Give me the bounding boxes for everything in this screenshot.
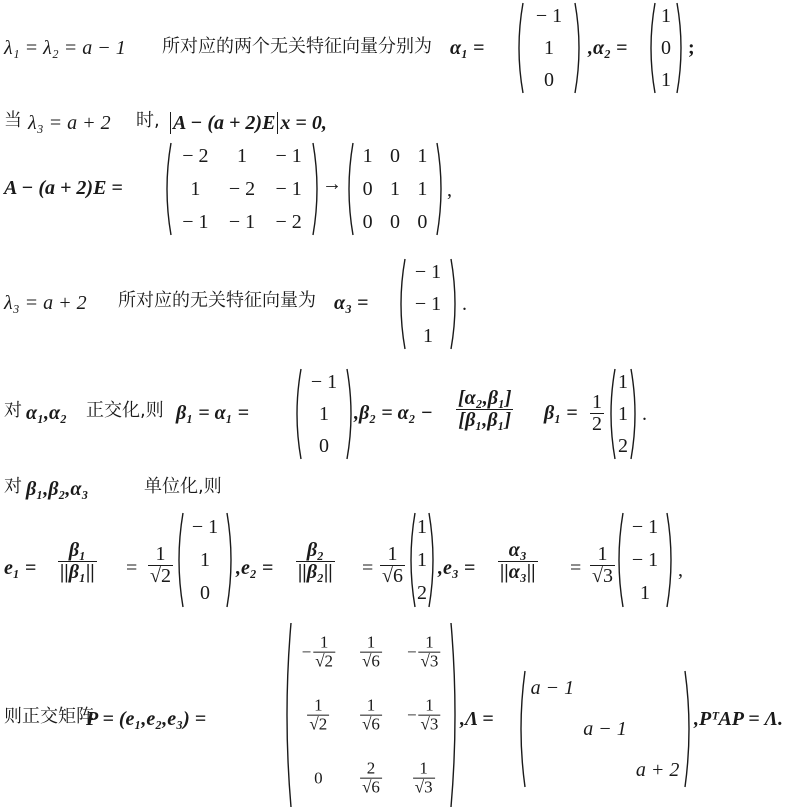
matrix-p-entry: − $\frac{1}{√3}$ xyxy=(406,632,439,671)
beta1-symbol: β₁ = xyxy=(544,402,578,424)
lambda12-expr: λ₁ = λ₂ = a − 1 xyxy=(4,37,126,59)
matrix-p-entry: − $\frac{1}{√2}$ xyxy=(301,632,334,671)
matrix-entry: 0 xyxy=(362,178,373,200)
matrix-entry: − 1 xyxy=(275,145,302,168)
left-paren xyxy=(401,259,405,349)
when-text: 当 xyxy=(4,110,22,131)
matrix-p-entry: $\frac{2}{√6}$ xyxy=(362,758,380,797)
lambda-label: ,Λ = xyxy=(460,708,494,730)
vector-entry: 1 xyxy=(417,515,427,538)
beta1-label: β₁ = α₁ = xyxy=(176,402,250,424)
left-paren xyxy=(167,143,171,235)
vector-entry: 1 xyxy=(618,371,628,393)
right-paren xyxy=(451,259,455,349)
e1-eq: = xyxy=(126,557,138,579)
left-paren xyxy=(619,513,623,607)
beta2-vector xyxy=(606,366,640,462)
matrix-entry: − 1 xyxy=(182,210,209,233)
e1-label: e₁ = xyxy=(4,557,37,579)
vector-entry: 1 xyxy=(423,325,433,347)
matrix-entry: − 1 xyxy=(228,210,256,233)
vector-entry: 0 xyxy=(544,69,554,91)
alpha3-label: α₃ = xyxy=(334,292,369,314)
vector-entry: 1 xyxy=(661,5,671,27)
alpha2-vector xyxy=(646,0,686,96)
matrix-p-entry: − $\frac{1}{√3}$ xyxy=(406,695,439,734)
matrix-p-entry: $\frac{1}{√6}$ xyxy=(362,695,380,734)
matrix-entry: 1 xyxy=(390,178,400,200)
matrix-entry: 1 xyxy=(417,145,428,168)
eigenvector-text: 所对应的两个无关特征向量分别为 xyxy=(162,36,432,57)
lambda3-lead: λ₃ = a + 2 xyxy=(4,292,87,314)
lambda3-expr: λ₃ = a + 2 xyxy=(28,112,111,134)
left-paren xyxy=(521,671,525,787)
e1-coef: $\frac{1}{√2}$ xyxy=(150,543,171,587)
lambda-diagonal-entry: a + 2 xyxy=(635,758,680,781)
matrix-a-minus xyxy=(162,140,322,238)
right-paren xyxy=(677,3,681,93)
dui-text-2: 对 xyxy=(4,476,22,497)
alpha3-vector xyxy=(396,256,460,352)
matrix-p-entry: $\frac{1}{√3}$ xyxy=(414,758,433,797)
left-paren xyxy=(651,3,655,93)
vector-entry: 2 xyxy=(618,435,628,457)
e3-fraction: $\frac{\text{α₃}}{\text{||α₃||}}$ xyxy=(500,539,536,583)
right-paren xyxy=(631,369,635,459)
line3-end: , xyxy=(447,179,452,201)
vector-entry: − 1 xyxy=(310,371,338,393)
right-paren xyxy=(437,143,441,235)
vector-entry: 1 xyxy=(618,403,628,425)
e2-vector xyxy=(406,510,438,610)
e2-eq: = xyxy=(362,557,374,579)
time-text: 时, xyxy=(136,110,160,131)
projection-fraction: $\frac{\text{[α₂,β₁]}}{\text{[β₁,β₁]}}$ xyxy=(458,387,512,431)
alpha-pair: α₁,α₂ xyxy=(26,402,68,424)
alpha2-label: ,α₂ = xyxy=(588,37,628,59)
right-paren xyxy=(347,369,351,459)
vector-entry: 1 xyxy=(417,549,427,571)
vector-entry: − 1 xyxy=(631,515,659,538)
vector-entry: 1 xyxy=(544,37,554,59)
matrix-entry: 0 xyxy=(362,210,373,233)
matrix-lhs: A − (a + 2)E = xyxy=(4,177,123,199)
e3-label: ,e₃ = xyxy=(438,557,476,579)
normalize-text: 单位化,则 xyxy=(144,476,222,497)
right-paren xyxy=(451,623,455,807)
vector-entry: − 1 xyxy=(414,293,442,315)
right-paren xyxy=(667,513,671,607)
dui-text: 对 xyxy=(4,400,22,421)
beta2-label: ,β₂ = α₂ − xyxy=(354,402,433,424)
vector-entry: 1 xyxy=(640,582,650,605)
vector-entry: 2 xyxy=(417,582,427,605)
vector-entry: − 1 xyxy=(191,515,219,538)
matrix-p-entry: 0 xyxy=(314,768,323,788)
e3-vector xyxy=(614,510,676,610)
alpha3-text: 所对应的无关特征向量为 xyxy=(118,290,316,311)
e2-fraction: $\frac{\text{β₂}}{\text{||β₂||}}$ xyxy=(298,539,333,583)
reduction-arrow: → xyxy=(322,173,342,195)
alpha1-label: α₁ = xyxy=(450,37,485,59)
e1-fraction: $\frac{\text{β₁}}{\text{||β₁||}}$ xyxy=(60,539,95,583)
matrix-entry: 1 xyxy=(417,178,428,200)
left-paren xyxy=(287,623,291,807)
matrix-entry: 0 xyxy=(390,145,400,168)
beta1-vector xyxy=(292,366,356,462)
beta-triple: β₁,β₂,α₃ xyxy=(26,478,89,500)
matrix-entry: 1 xyxy=(190,178,201,200)
matrix-entry: − 2 xyxy=(182,145,209,168)
orthogonal-matrix-text: 则正交矩阵 xyxy=(4,706,94,727)
matrix-lambda xyxy=(516,668,694,790)
matrix-p-entry: $\frac{1}{√6}$ xyxy=(362,632,380,671)
matrix-entry: 1 xyxy=(237,145,247,168)
e3-coef: $\frac{1}{√3}$ xyxy=(592,543,613,587)
right-paren xyxy=(575,3,579,93)
e2-label: ,e₂ = xyxy=(236,557,274,579)
matrix-entry: − 2 xyxy=(228,178,256,200)
lambda-diagonal-entry: a − 1 xyxy=(583,718,627,740)
vector-entry: 1 xyxy=(319,403,329,425)
vector-entry: − 1 xyxy=(414,261,442,283)
vector-entry: 0 xyxy=(661,37,671,59)
matrix-entry: 0 xyxy=(417,210,428,233)
vector-entry: − 1 xyxy=(631,549,659,571)
matrix-p xyxy=(282,620,460,810)
line7-end: , xyxy=(678,559,683,581)
ptap-relation: ,PᵀAP = Λ. xyxy=(694,708,783,730)
right-paren xyxy=(685,671,689,787)
vector-entry: 1 xyxy=(200,549,210,571)
half-fraction: $\frac{1}{2}$ xyxy=(592,391,602,435)
matrix-p-entry: $\frac{1}{√2}$ xyxy=(309,695,328,734)
right-paren xyxy=(313,143,317,235)
left-paren xyxy=(297,369,301,459)
line1-end: ; xyxy=(688,37,695,59)
vector-entry: 0 xyxy=(200,582,210,605)
vector-entry: − 1 xyxy=(535,5,563,27)
vector-entry: 1 xyxy=(661,69,671,91)
system-equation: A − (a + 2)E x = 0, xyxy=(168,113,327,133)
matrix-entry: 0 xyxy=(390,210,400,233)
left-paren xyxy=(411,513,415,607)
left-paren xyxy=(179,513,183,607)
e1-vector xyxy=(174,510,236,610)
alpha1-vector xyxy=(514,0,584,96)
vector-entry: 0 xyxy=(319,435,329,457)
matrix-entry: 1 xyxy=(362,145,373,168)
right-paren xyxy=(227,513,231,607)
left-paren xyxy=(349,143,353,235)
lambda-diagonal-entry: a − 1 xyxy=(530,677,575,700)
line4-end: . xyxy=(462,293,467,315)
line5-end: . xyxy=(642,403,647,425)
matrix-entry: − 1 xyxy=(275,178,302,200)
orthogonalize-text: 正交化,则 xyxy=(86,400,164,421)
matrix-entry: − 2 xyxy=(275,210,302,233)
p-lhs: P = (e₁,e₂,e₃) = xyxy=(86,708,207,730)
left-paren xyxy=(519,3,523,93)
left-paren xyxy=(611,369,615,459)
right-paren xyxy=(429,513,433,607)
e2-coef: $\frac{1}{√6}$ xyxy=(382,543,403,587)
e3-eq: = xyxy=(570,557,582,579)
reduced-matrix xyxy=(344,140,446,238)
